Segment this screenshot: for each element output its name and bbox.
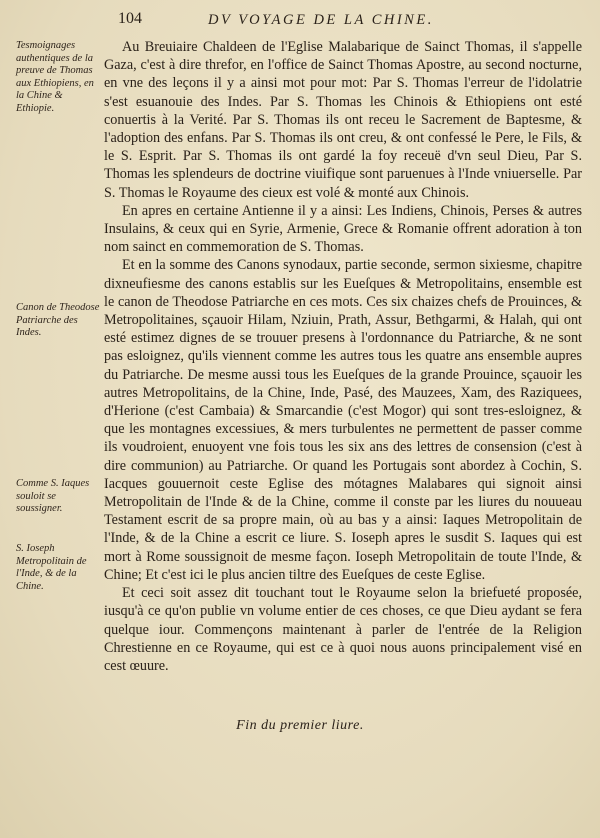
margin-note: Canon de Theodose Patriarche des Indes. — [16, 302, 100, 338]
paragraph: En apres en certaine Antienne il y a ainsi: Les Indiens, Chinois, Perses & autres Insulains, & ceux qui en Syrie, Armenie, Grece & Romanie offrent adoration à ton nom sainct en commemoration de S. Thomas. — [104, 202, 582, 256]
margin-note: Comme S. Iaques souloit se soussigner. — [16, 478, 90, 514]
page-header — [118, 10, 582, 32]
margin-note: Tesmoignages authentiques de la preuve de Thomas aux Ethiopiens, en la Chine & Ethiopie. — [16, 40, 94, 114]
paragraph: Au Breuiaire Chaldeen de l'Eglise Malabarique de Sainct Thomas, il s'appelle Gaza, c'est à dire threfor, en l'office de Sainct Thomas Apostre, au second nocturne, en vne des leçons il y a ainsi mot pour mot: Par S. Thomas l'erreur de l'idolatrie s'est esuanouie des Indes. Par S. Thomas les Chinois & Ethiopiens ont esté conuertis à la Verité. Par S. Thomas ils ont receu le Sacrement de Baptesme, & l'adoption des enfans. Par S. Thomas ils ont creu, & ont confessé le Pere, le Fils, & le S. Esprit. Par S. Thomas ils ont gardé la foy receuë d'vn seul Dieu, Par S. Thomas les splendeurs de doctrine viuifique sont paruenues à l'Inde vniuerselle. Par S. Thomas le Royaume des cieux est volé & monté aux Chinois. — [104, 39, 582, 201]
paragraph: Et en la somme des Canons synodaux, partie seconde, sermon sixiesme, chapitre dixneufiesme des canons establis sur les Eueſques & Metropolitains, ensemble est le canon de Theodose Patriarche en ces mots. Ces six chaizes chefs de Prouinces, & Metropolitaines, sçauoir Hilam, Nziuin, Prath, Assur, Bethgarmi, & Halah, qui ont esté estimez dignes de se trouuer presens à l'ordonnance du Patriarche, & ne sont pas esloignez, qu'ils viennent comme les autres tous les quatre ans ensemble aupres du Patriarche. De mesme aussi tous les Eueſques de la grande Prouince, sçauoir les autres Metropolitains, de la Chine, Inde, Pasé, des Mauzees, Xam, des Raziquees, d'Herione (c'est Cambaia) & Smarcandie (c'est Mogor) qui sont tres-esloignez, & que les montagnes excessiues, & mers turbulentes ne permettent de passer comme ils voudroient, enuoyent vne fois tous les six ans des lettres de consension (c'est à dire communion) au Patriarche. Or quand les Portugais sont abordez à Cochin, S. Iacques gouuernoit ceste Eglise des mótagnes Malabares qui signoit ainsi Metropolitain de l'Inde & de la Chine, comme il conste par les liures du nouueau Testament escrit de sa propre main, où au bas y a ainsi: Iaques Metropolitain de l'Inde, & de la Chine a escrit ce liure. S. Ioseph apres le susdit S. Iaques qui est mort à Rome soussignoit de mesme façon. Ioseph Metropolitain de toute l'Inde, & Chine; Et c'est ici le plus ancien tiltre des Eueſques de ceste Eglise. — [104, 257, 582, 583]
paragraph: Et ceci soit assez dit touchant tout le Royaume selon la briefueté proposée, iusqu'à ce qu'on publie vn volume entier de ces choses, ce que Dieu aydant se fera quelque iour. Commençons maintenant à parler de l'entrée de la Religion Chrestienne en ce Royaume, qui est ce à quoi nous auons principalement visé en cest œuure. — [104, 585, 582, 674]
page-number: 104 — [118, 10, 142, 27]
running-head: DV VOYAGE DE LA CHINE. — [208, 12, 434, 28]
margin-note: S. Ioseph Metropolitain de l'Inde, & de la Chine. — [16, 543, 87, 592]
main-text — [104, 38, 582, 675]
closing-line: Fin du premier liure. — [236, 718, 364, 733]
